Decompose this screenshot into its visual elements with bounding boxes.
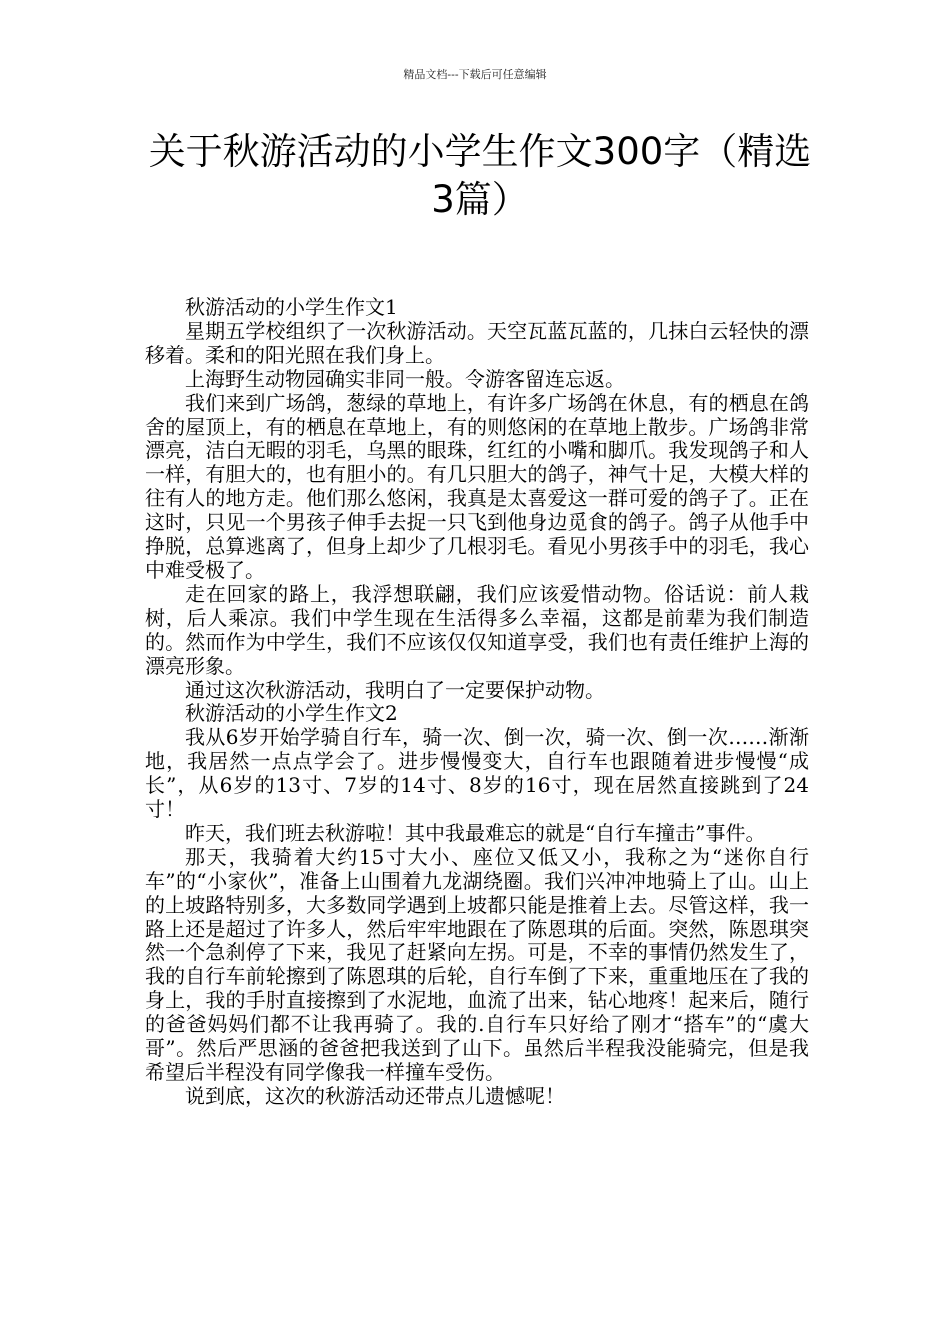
paragraph: 上海野生动物园确实非同一般。令游客留连忘返。 bbox=[185, 366, 625, 391]
paragraph: 走在回家的路上，我浮想联翩，我们应该爱惜动物。俗话说：前人栽树，后人乘凉。我们中学生现在生活得多么幸福，这都是前辈为我们制造的。然而作为中学生，我们不应该仅仅知道享受，我们也有责任维护上海的漂亮形象。 bbox=[145, 581, 809, 678]
paragraph: 昨天，我们班去秋游啦！其中我最难忘的就是“自行车撞击”事件。 bbox=[185, 820, 766, 845]
paragraph: 我们来到广场鸽，葱绿的草地上，有许多广场鸽在休息，有的栖息在鸽舍的屋顶上，有的栖息在草地上，有的则悠闲的在草地上散步。广场鸽非常漂亮，洁白无暇的羽毛，乌黑的眼珠，红红的小嘴和脚爪。我发现鸽子和人一样，有胆大的，也有胆小的。有几只胆大的鸽子，神气十足，大模大样的往有人的地方走。他们那么悠闲，我真是太喜爱这一群可爱的鸽子了。正在这时，只见一个男孩子伸手去捉一只飞到他身边觅食的鸽子。鸽子从他手中挣脱，总算逃离了，但身上却少了几根羽毛。看见小男孩手中的羽毛，我心中难受极了。 bbox=[145, 390, 809, 582]
section-heading-2: 秋游活动的小学生作文2 bbox=[185, 701, 398, 726]
article-body bbox=[145, 296, 809, 1109]
paragraph: 星期五学校组织了一次秋游活动。天空瓦蓝瓦蓝的，几抹白云轻快的漂移着。柔和的阳光照在我们身上。 bbox=[145, 318, 809, 367]
section-heading-1: 秋游活动的小学生作文1 bbox=[185, 295, 398, 319]
paragraph: 那天，我骑着大约15寸大小、座位又低又小，我称之为“迷你自行车”的“小家伙”，准备上山围着九龙湖绕圈。我们兴冲冲地骑上了山。山上的上坡路特别多，大多数同学遇到上坡都只能是推着上去。尽管这样，我一路上还是超过了许多人，然后牢牢地跟在了陈恩琪的后面。突然，陈恩琪突然一个急刹停了下来，我见了赶紧向左拐。可是，不幸的事情仍然发生了，我的自行车前轮擦到了陈恩琪的后轮，自行车倒了下来，重重地压在了我的身上，我的手肘直接擦到了水泥地，血流了出来，钻心地疼！起来后，随行的爸爸妈妈们都不让我再骑了。我的.自行车只好给了刚才“搭车”的“虞大哥”。然后严思涵的爸爸把我送到了山下。虽然后半程我没能骑完，但是我希望后半程没有同学像我一样撞车受伤。 bbox=[145, 844, 809, 1084]
paragraph: 我从6岁开始学骑自行车，骑一次、倒一次，骑一次、倒一次……渐渐地，我居然一点点学会了。进步慢慢变大，自行车也跟随着进步慢慢“成长”，从6岁的13寸、7岁的14寸、8岁的16寸，现在居然直接跳到了24寸！ bbox=[145, 725, 809, 822]
paragraph: 通过这次秋游活动，我明白了一定要保护动物。 bbox=[185, 677, 605, 702]
paragraph: 说到底，这次的秋游活动还带点儿遗憾呢！ bbox=[185, 1083, 565, 1108]
header-note: 精品文档---下载后可任意编辑 bbox=[403, 68, 547, 81]
page-title: 关于秋游活动的小学生作文300字（精选3篇） bbox=[148, 130, 812, 221]
